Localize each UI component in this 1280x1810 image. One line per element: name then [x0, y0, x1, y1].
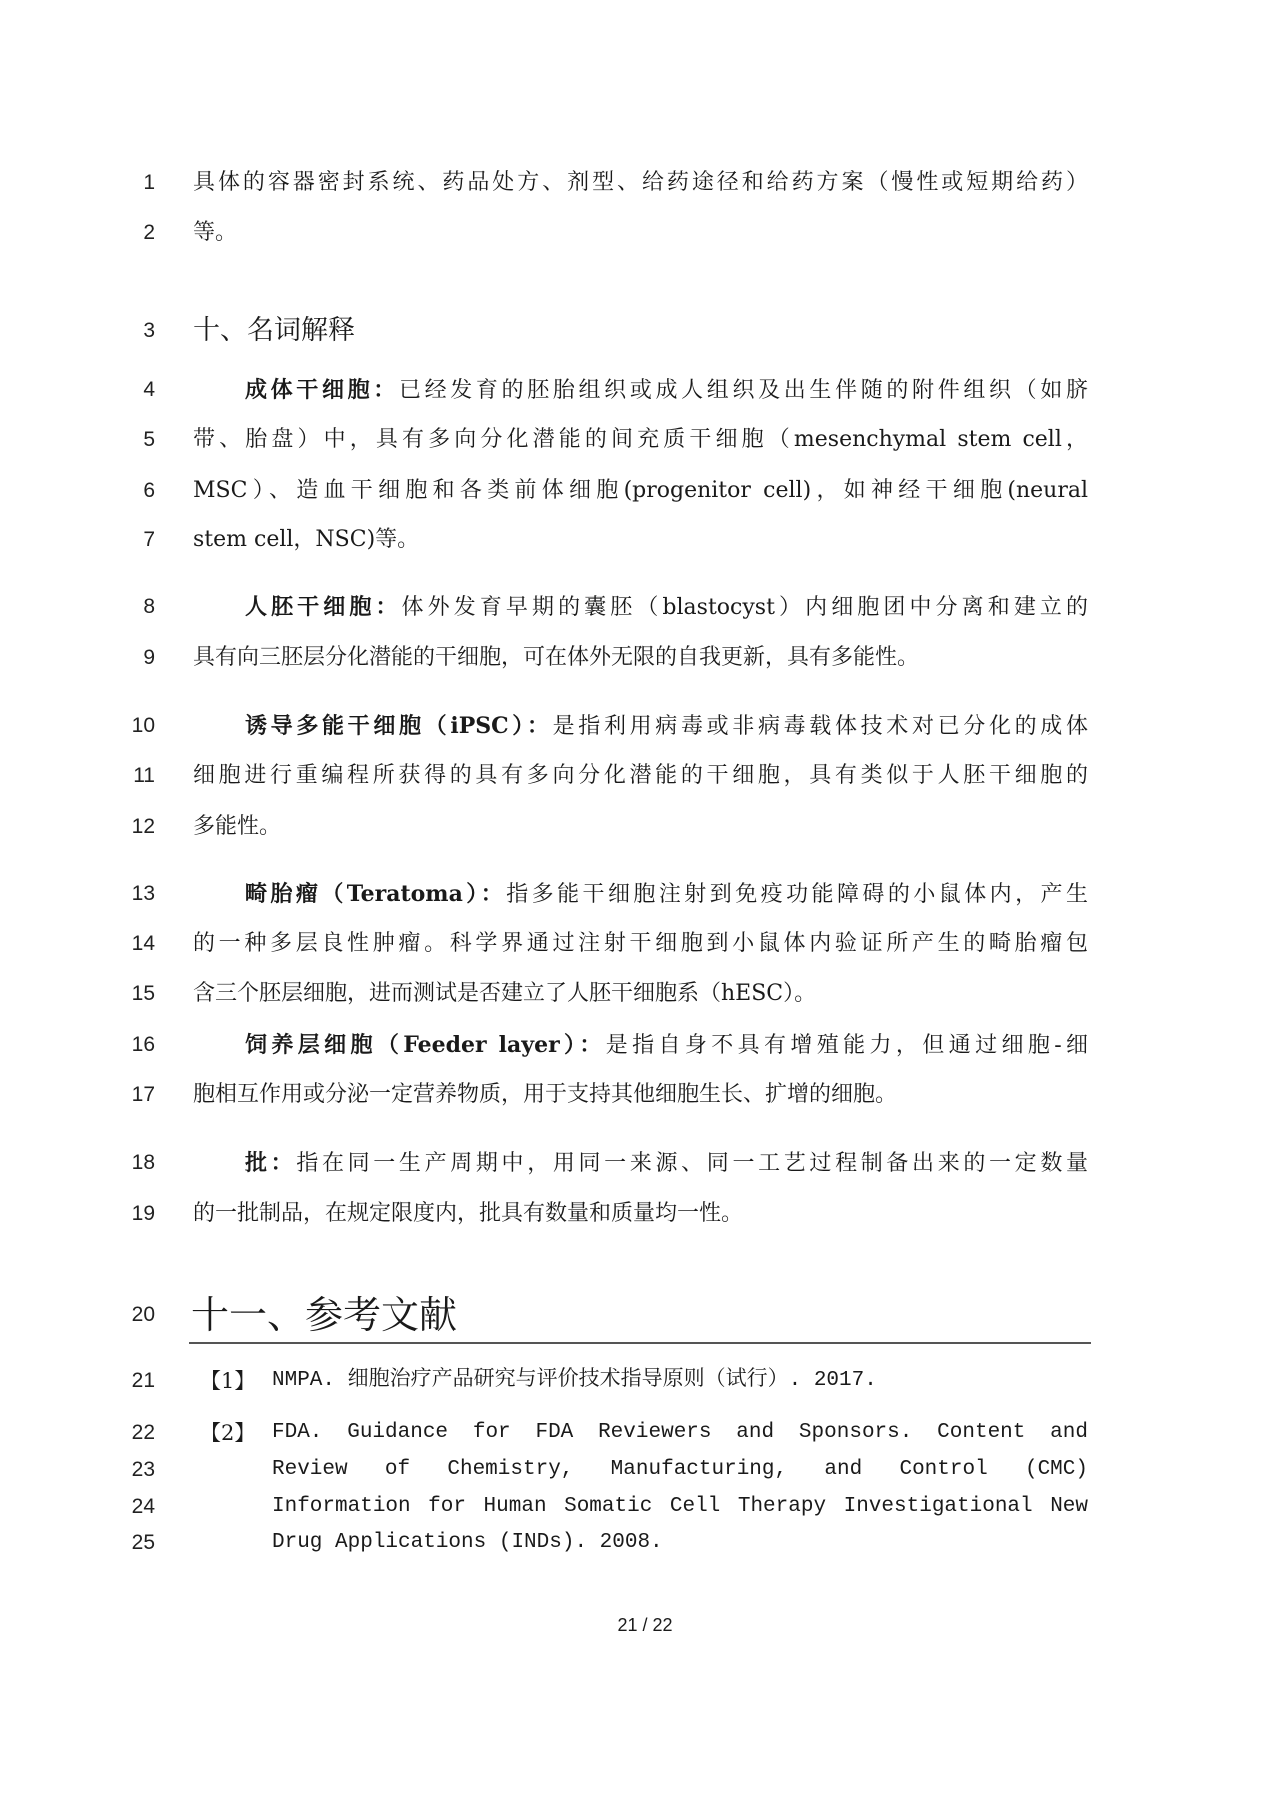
intro-line-2: 等。	[193, 220, 238, 245]
definition-adult-stem-cell-line-3: MSC）、造血干细胞和各类前体细胞(progenitor cell)，如神经干细胞(neural	[193, 478, 1088, 503]
reference-marker: 【1】	[200, 1369, 256, 1393]
line-number: 8	[143, 595, 155, 618]
line-number: 9	[143, 646, 155, 669]
definition-text: 指多能干细胞注射到免疫功能障碍的小鼠体内，产生	[506, 882, 1088, 907]
line-number: 21	[131, 1369, 155, 1392]
definition-human-esc-line-2: 具有向三胚层分化潜能的干细胞，可在体外无限的自我更新，具有多能性。	[193, 645, 920, 670]
definition-teratoma-line-2: 的一种多层良性肿瘤。科学界通过注射干细胞到小鼠体内验证所产生的畸胎瘤包	[193, 931, 1088, 956]
term-ipsc: 诱导多能干细胞（iPSC）：	[245, 713, 553, 739]
reference-text: Review of Chemistry, Manufacturing, and Control (CMC)	[272, 1458, 1088, 1481]
reference-text: NMPA. 细胞治疗产品研究与评价技术指导原则（试行）. 2017.	[272, 1369, 877, 1392]
definition-text: 指在同一生产周期中，用同一来源、同一工艺过程制备出来的一定数量	[296, 1151, 1088, 1176]
line-number: 22	[131, 1421, 155, 1444]
line-number: 6	[143, 479, 155, 502]
section-heading-terms: 十、名词解释	[193, 315, 355, 346]
definition-ipsc-line-2: 细胞进行重编程所获得的具有多向分化潜能的干细胞，具有类似于人胚干细胞的	[193, 763, 1088, 788]
line-number: 16	[131, 1033, 155, 1056]
line-number: 14	[131, 932, 155, 955]
line-number: 23	[131, 1458, 155, 1481]
line-number: 13	[131, 882, 155, 905]
line-number: 4	[143, 378, 155, 401]
term-feeder-layer: 饲养层细胞（Feeder layer）：	[245, 1032, 606, 1058]
line-number: 19	[131, 1202, 155, 1225]
definition-human-esc-line-1	[245, 590, 1088, 624]
line-number: 2	[143, 221, 155, 244]
heading-underline	[189, 1342, 1091, 1344]
line-number: 12	[131, 815, 155, 838]
line-number: 15	[131, 982, 155, 1005]
definition-text: 已经发育的胚胎组织或成人组织及出生伴随的附件组织（如脐	[398, 378, 1088, 403]
term-human-esc: 人胚干细胞：	[245, 594, 402, 620]
definition-feeder-layer-line-2: 胞相互作用或分泌一定营养物质，用于支持其他细胞生长、扩增的细胞。	[193, 1082, 898, 1107]
section-heading-references: 十一、参考文献	[191, 1293, 458, 1337]
definition-adult-stem-cell-line-2: 带、胎盘）中，具有多向分化潜能的间充质干细胞（mesenchymal stem cell，	[193, 427, 1088, 452]
reference-text: Drug Applications (INDs). 2008.	[272, 1531, 663, 1554]
page-number: 21 / 22	[617, 1615, 673, 1635]
reference-text: FDA. Guidance for FDA Reviewers and Sponsors. Content and	[272, 1421, 1088, 1444]
line-number: 7	[143, 528, 155, 551]
definition-feeder-layer-line-1	[245, 1028, 1088, 1062]
intro-line-1: 具体的容器密封系统、药品处方、剂型、给药途径和给药方案（慢性或短期给药）	[193, 170, 1088, 195]
term-adult-stem-cell: 成体干细胞：	[245, 377, 399, 403]
definition-teratoma-line-3: 含三个胚层细胞，进而测试是否建立了人胚干细胞系（hESC）。	[193, 981, 817, 1006]
definition-text: 是指利用病毒或非病毒载体技术对已分化的成体	[552, 714, 1088, 739]
line-number: 11	[133, 764, 155, 787]
line-number: 20	[131, 1303, 155, 1326]
definition-ipsc-line-1	[245, 709, 1088, 743]
line-number: 17	[131, 1083, 155, 1106]
line-number: 25	[131, 1531, 155, 1554]
line-number: 1	[143, 171, 155, 194]
definition-adult-stem-cell-line-1	[245, 373, 1088, 407]
definition-batch-line-1	[245, 1146, 1088, 1180]
term-batch: 批：	[245, 1150, 297, 1176]
definition-adult-stem-cell-line-4: stem cell，NSC)等。	[193, 527, 420, 552]
reference-text: Information for Human Somatic Cell Therapy Investigational New	[272, 1495, 1088, 1518]
definition-teratoma-line-1	[245, 877, 1088, 911]
line-number: 5	[143, 428, 155, 451]
term-teratoma: 畸胎瘤（Teratoma）：	[245, 881, 507, 907]
definition-ipsc-line-3: 多能性。	[193, 814, 282, 839]
definition-batch-line-2: 的一批制品，在规定限度内，批具有数量和质量均一性。	[193, 1201, 744, 1226]
line-number: 24	[131, 1495, 155, 1518]
definition-text: 体外发育早期的囊胚（blastocyst）内细胞团中分离和建立的	[401, 595, 1088, 620]
line-number: 3	[143, 319, 155, 342]
definition-text: 是指自身不具有增殖能力，但通过细胞-细	[605, 1033, 1088, 1058]
line-number: 18	[131, 1151, 155, 1174]
reference-marker: 【2】	[200, 1421, 256, 1445]
line-number: 10	[131, 714, 155, 737]
